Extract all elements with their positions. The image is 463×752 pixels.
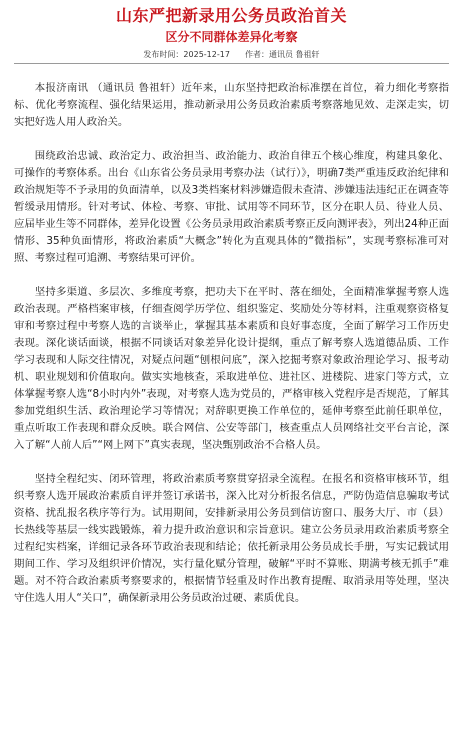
paragraph: 坚持多渠道、多层次、多维度考察，把功夫下在平时、落在细处，全面精准掌握考察人选政治表现。严格档案审核，仔细查阅学历学位、组织鉴定、奖励处分等材料，注重观察资格复审和考察过程中考察人选的言谈举止，掌握其基本素质和良好事态度，全面了解学习工作历史表现。深化谈话面谈，根据不同谈话对象差异化设计提纲，重点了解考察人选道德品质、工作学习表现和人际交往情况，对疑点问题“刨根问底”，深入挖掘考察对象政治理论学习、报考动机、职业规划和价值取向。做实实地核查，采取进单位、进社区、进楼院、进家门等方式，立体掌握考察人选“8小时内外”表现，对考察人选为党员的，严格审核入党程序是否规范，了解其参加党组织生活、政治理论学习等情况；对辞职更换工作单位的，延伸考察至此前任职单位，重点听取工作表现和群众反映。联合网信、公安等部门，核查重点人员网络社交平台言论，深入了解“人前人后”“网上网下”真实表现，坚决甄别政治不合格人员。 bbox=[14, 286, 449, 451]
article-subtitle: 区分不同群体差异化考察 bbox=[165, 30, 298, 44]
article-body bbox=[14, 80, 449, 607]
author-label: 作者： bbox=[245, 50, 270, 59]
paragraph: 围绕政治忠诚、政治定力、政治担当、政治能力、政治自律五个核心维度，构建具象化、可操作的考察体系。出台《山东省公务员录用考察办法（试行）》，明确7类严重违反政治纪律和政治规矩等不予录用的负面清单，以及3类档案材料涉嫌造假未查清、涉嫌违法违纪正在调查等暂缓录用情形。针对考试、体检、考察、审批、试用等不同环节，区分在职人员、待业人员、应届毕业生等不同群体，差异化设置《公务员录用政治素质考察正反向测评表》，列出24种正面情形、35种负面情形，将政治素质“大概念”转化为直观具体的“微指标”，实现考察标准可对照、考察过程可追溯、考察结果可评价。 bbox=[14, 150, 449, 264]
article-title: 山东严把新录用公务员政治首关 bbox=[115, 6, 347, 25]
date-label: 发布时间： bbox=[143, 50, 184, 59]
title-divider bbox=[14, 63, 449, 64]
paragraph: 本报济南讯 （通讯员 鲁祖轩）近年来，山东坚持把政治标准摆在首位，着力细化考察指标、优化考察流程、强化结果运用，推动新录用公务员政治素质考察落地见效、走深走实，切实把好选人用人政治关。 bbox=[14, 82, 449, 128]
paragraph: 坚持全程纪实、闭环管理，将政治素质考察贯穿招录全流程。在报名和资格审核环节，组织考察人选开展政治素质自评并签订承诺书，深入比对分析报名信息，严防伪造信息骗取考试资格、扰乱报名秩序等行为。试用期间，安排新录用公务员到信访窗口、服务大厅、市（县）长热线等基层一线实践锻炼，着力提升政治意识和宗旨意识。建立公务员录用政治素质考察全过程纪实档案，详细记录各环节政治表现和结论；依托新录用公务员成长手册，写实记载试用期间工作、学习及组织评价情况，实行量化赋分管理，破解“平时不算账、期满考核无抓手”难题。对不符合政治素质考察要求的，根据情节轻重及时作出教育提醒、取消录用等处理，坚决守住选人用人“关口”，确保新录用公务员政治过硬、素质优良。 bbox=[14, 473, 449, 604]
publish-date: 2025-12-17 bbox=[183, 50, 230, 59]
author-name: 通讯员 鲁祖轩 bbox=[269, 50, 320, 59]
article-meta bbox=[14, 49, 449, 60]
